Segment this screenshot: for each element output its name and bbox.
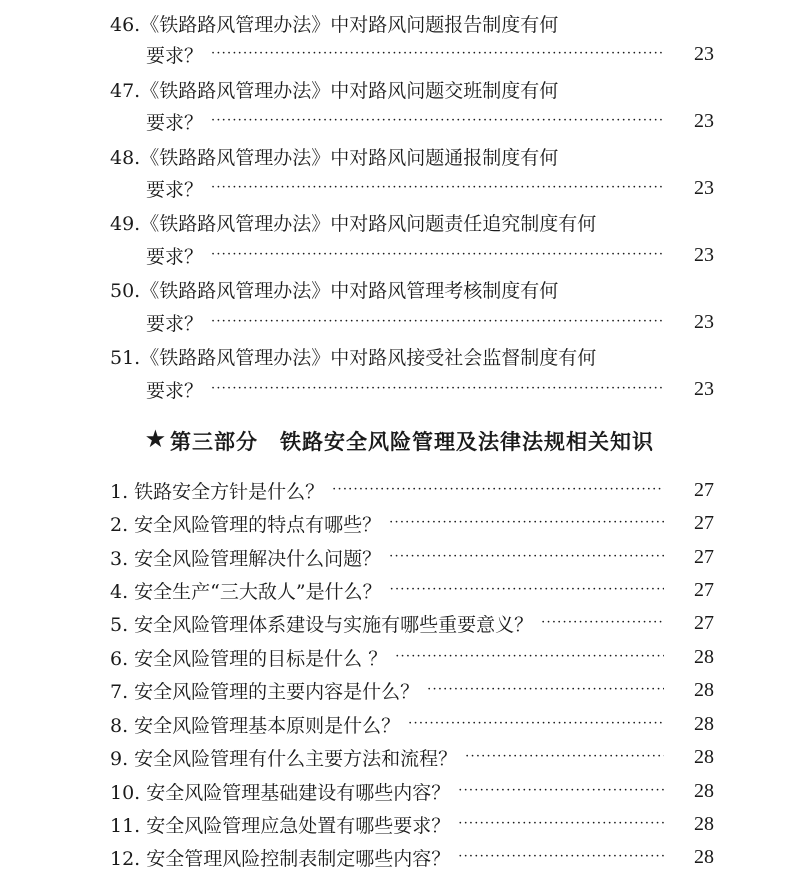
toc-entry[interactable] <box>0 807 800 841</box>
entry-title: 49.《铁路路风管理办法》中对路风问题责任追究制度有何 <box>110 212 597 235</box>
entry-title-cont: 要求？ <box>146 178 204 201</box>
entry-title: 9. 安全风险管理有什么主要方法和流程？ <box>110 747 458 770</box>
toc-entry[interactable] <box>0 506 800 540</box>
page-number: 28 <box>694 745 714 768</box>
leader-dots <box>541 606 664 640</box>
toc-entry[interactable] <box>0 640 800 674</box>
toc-entry-51-line2[interactable] <box>0 372 800 406</box>
leader-dots <box>427 673 664 707</box>
toc-entry[interactable] <box>0 540 800 574</box>
section-title: 第三部分 铁路安全风险管理及法律法规相关知识 <box>170 429 654 454</box>
leader-dots <box>465 740 664 774</box>
entry-title: 3. 安全风险管理解决什么问题？ <box>110 547 382 570</box>
leader-dots <box>211 372 664 406</box>
entry-title-cont: 要求？ <box>146 44 204 67</box>
entry-title: 11. 安全风险管理应急处置有哪些要求？ <box>110 814 451 837</box>
toc-entry[interactable] <box>0 840 800 874</box>
toc-entry-49-line1[interactable] <box>0 205 800 239</box>
toc-entry-49-line2[interactable] <box>0 238 800 272</box>
toc-entry-51-line1[interactable] <box>0 339 800 373</box>
toc-entry[interactable] <box>0 774 800 808</box>
toc-entry-46-line2[interactable] <box>0 37 800 71</box>
page-number: 27 <box>694 511 714 534</box>
leader-dots <box>389 540 664 574</box>
leader-dots <box>390 573 664 607</box>
entry-title: 2. 安全风险管理的特点有哪些？ <box>110 513 382 536</box>
page-number: 28 <box>694 812 714 835</box>
entry-title: 47.《铁路路风管理办法》中对路风问题交班制度有何 <box>110 79 559 102</box>
toc-entry[interactable] <box>0 573 800 607</box>
toc-entry-47-line2[interactable] <box>0 104 800 138</box>
entry-title: 48.《铁路路风管理办法》中对路风问题通报制度有何 <box>110 146 559 169</box>
toc-entry-47-line1[interactable] <box>0 72 800 106</box>
toc-entry-48-line1[interactable] <box>0 139 800 173</box>
entry-title: 6. 安全风险管理的目标是什么 ？ <box>110 647 388 670</box>
page-number: 23 <box>694 42 714 65</box>
entry-title: 7. 安全风险管理的主要内容是什么？ <box>110 680 420 703</box>
page-number: 28 <box>694 645 714 668</box>
star-icon: ★ <box>146 426 165 451</box>
toc-entry[interactable] <box>0 707 800 741</box>
entry-title: 5. 安全风险管理体系建设与实施有哪些重要意义？ <box>110 613 534 636</box>
page-number: 23 <box>694 176 714 199</box>
entry-title: 46.《铁路路风管理办法》中对路风问题报告制度有何 <box>110 13 559 36</box>
entry-title: 12. 安全管理风险控制表制定哪些内容？ <box>110 847 451 870</box>
leader-dots <box>389 506 664 540</box>
toc-entry[interactable] <box>0 473 800 507</box>
toc-entry-46-line1[interactable] <box>0 6 800 40</box>
entry-title: 51.《铁路路风管理办法》中对路风接受社会监督制度有何 <box>110 346 597 369</box>
page-number: 23 <box>694 109 714 132</box>
toc-entry-50-line2[interactable] <box>0 305 800 339</box>
leader-dots <box>458 840 664 874</box>
leader-dots <box>458 774 664 808</box>
leader-dots <box>211 171 664 205</box>
page-number: 23 <box>694 377 714 400</box>
toc-entry-50-line1[interactable] <box>0 272 800 306</box>
page-number: 27 <box>694 611 714 634</box>
entry-title-cont: 要求？ <box>146 111 204 134</box>
entry-title: 1. 铁路安全方针是什么？ <box>110 480 325 503</box>
entry-title: 8. 安全风险管理基本原则是什么？ <box>110 714 401 737</box>
leader-dots <box>211 104 664 138</box>
leader-dots <box>408 707 664 741</box>
page-number: 28 <box>694 678 714 701</box>
page-number: 28 <box>694 712 714 735</box>
page-number: 28 <box>694 845 714 868</box>
page-number: 28 <box>694 779 714 802</box>
page-number: 27 <box>694 578 714 601</box>
leader-dots <box>211 238 664 272</box>
page-number: 23 <box>694 243 714 266</box>
leader-dots <box>458 807 664 841</box>
page-number: 23 <box>694 310 714 333</box>
toc-entry[interactable] <box>0 740 800 774</box>
leader-dots <box>211 37 664 71</box>
entry-title: 10. 安全风险管理基础建设有哪些内容？ <box>110 781 451 804</box>
toc-entry[interactable] <box>0 606 800 640</box>
leader-dots <box>211 305 664 339</box>
section-heading <box>0 422 800 456</box>
leader-dots <box>395 640 664 674</box>
toc-entry[interactable] <box>0 673 800 707</box>
entry-title: 50.《铁路路风管理办法》中对路风管理考核制度有何 <box>110 279 559 302</box>
toc-entry-48-line2[interactable] <box>0 171 800 205</box>
entry-title-cont: 要求？ <box>146 312 204 335</box>
leader-dots <box>332 473 664 507</box>
entry-title-cont: 要求？ <box>146 379 204 402</box>
entry-title-cont: 要求？ <box>146 245 204 268</box>
page-number: 27 <box>694 545 714 568</box>
entry-title: 4. 安全生产“三大敌人”是什么？ <box>110 580 382 603</box>
page-number: 27 <box>694 478 714 501</box>
